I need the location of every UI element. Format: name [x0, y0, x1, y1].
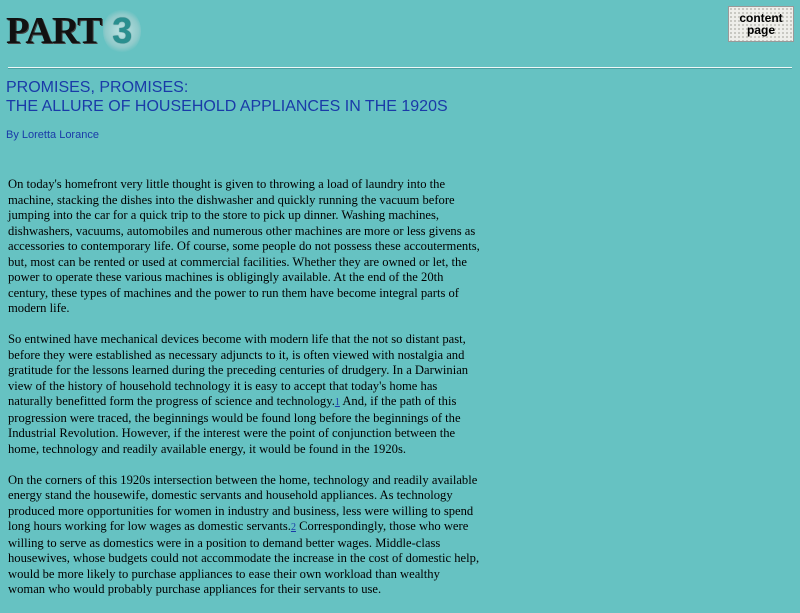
article-title	[6, 78, 448, 116]
paragraph-2-text-a: So entwined have mechanical devices become with modern life that the not so distant past, before they were established as necessary adjuncts to it, is often viewed with nostalgia and gratitude for the lessons learned during the preceding centuries of drudgery. In a Darwinian view of the history of household technology it is easy to accept that today's home has naturally benefitted form the progress of science and technology.	[8, 332, 469, 408]
content-button-line1: content	[739, 11, 783, 25]
footnote-link-1[interactable]: 1	[334, 397, 340, 408]
logo-number-badge: 3	[103, 8, 141, 54]
content-button-line2: page	[746, 23, 775, 37]
paragraph-3	[8, 473, 480, 598]
byline: By Loretta Lorance	[6, 129, 99, 141]
paragraph-3-text-b: Correspondingly, those who were willing to serve as domestics were in a position to demand better wages. Middle-class housewives, whose budgets could not accommodate the increase in the cost of domestic help, would be more likely to purchase appliances to ease their own workload than wealthy woman who would probably purchase appliances for their servants to use.	[8, 519, 480, 596]
paragraph-3-text-a: On the corners of this 1920s intersection between the home, technology and readily available energy stand the housewife, domestic servants and household appliances. As technology produced more opportunities for women in industry and business, less were willing to spend long hours working for low wages as domestic servants.	[8, 472, 478, 533]
paragraph-1: On today's homefront very little thought is given to throwing a load of laundry into the machine, stacking the dishes into the dishwasher and quickly running the vacuum before jumping into the car for a quick trip to the store to pick up dinner. Washing machines, dishwashers, vacuums, automobiles and numerous other machines are more or less givens as accessories to contemporary life. Of course, some people do not possess these accouterments, but, most can be rented or used at commercial facilities. Whether they are owned or let, the power to operate these various machines is obligingly available. At the end of the 20th century, these types of machines and the power to run them have become integral parts of modern life.	[8, 177, 480, 315]
paragraph-2	[8, 332, 480, 457]
content-page-button[interactable]	[728, 6, 794, 42]
part-3-logo	[6, 8, 141, 54]
footnote-link-2[interactable]: 2	[290, 522, 296, 533]
title-line-2: THE ALLURE OF HOUSEHOLD APPLIANCES IN THE 1920S	[6, 98, 448, 115]
logo-word: PART	[6, 10, 102, 52]
header-divider	[8, 67, 792, 69]
article-body	[8, 177, 480, 613]
title-line-1: PROMISES, PROMISES:	[6, 79, 189, 96]
paragraph-2-text-b: And, if the path of this progression were traced, the beginnings would be found long before the beginnings of the Industrial Revolution. However, if the interest were the point of conjunction between the home, technology and readily available energy, it would be found in the 1920s.	[8, 394, 461, 456]
